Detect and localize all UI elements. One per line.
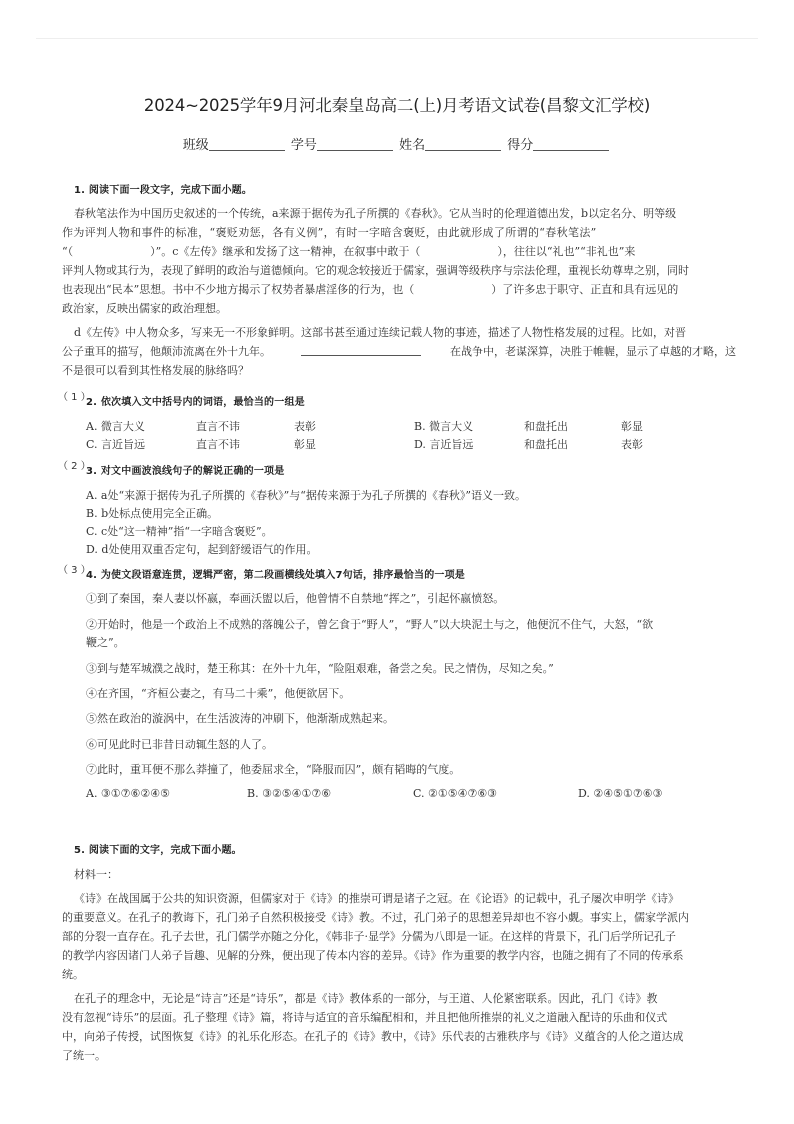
q1-p1-line: “（ ）”。c《左传》继承和发扬了这一精神，在叙事中敢于（ ），往往以“礼也”“非礼也”来 bbox=[62, 245, 636, 258]
option-c[interactable]: C. 言近旨远 bbox=[86, 438, 146, 451]
class-label: 班级 bbox=[182, 138, 209, 153]
q5-p2-line: 了统一。 bbox=[62, 1049, 106, 1062]
q1-p1-line: 春秋笔法作为中国历史叙述的一个传统，a来源于据传为孔子所撰的《春秋》。它从当时的伦理道德出发，b以定名分、明等级 bbox=[74, 207, 677, 220]
sub-question-number: （ 2 ） bbox=[58, 461, 91, 472]
option-cell: 和盘托出 bbox=[524, 420, 568, 433]
name-blank[interactable] bbox=[425, 137, 501, 151]
page-title: 2024~2025学年9月河北秦皇岛高二(上)月考语文试卷(昌黎文汇学校) bbox=[143, 96, 651, 115]
score-blank[interactable] bbox=[533, 137, 609, 151]
option-b[interactable]: B. b处标点使用完全正确。 bbox=[86, 507, 219, 520]
q5-heading: 5. 阅读下面的文字，完成下面小题。 bbox=[74, 845, 242, 856]
q1-p2-line bbox=[62, 343, 736, 359]
score-label: 得分 bbox=[507, 138, 534, 153]
q1-p1-line: 作为评判人物和事件的标准，“褒贬劝惩，各有义例”，有时一字暗含褒贬，由此就形成了所谓的“春秋笔法” bbox=[62, 226, 597, 239]
option-a[interactable]: A. 微言大义 bbox=[86, 420, 145, 433]
option-b[interactable]: B. 微言大义 bbox=[414, 420, 474, 433]
option-cell: 彰显 bbox=[294, 438, 316, 451]
option-cell: 表彰 bbox=[294, 420, 316, 433]
sub-question-number: （ 3 ） bbox=[58, 565, 91, 576]
option-a[interactable]: A. ③①⑦⑥②④⑤ bbox=[86, 787, 170, 800]
q1-p2-line: 不是很可以看到其性格发展的脉络吗？ bbox=[62, 364, 249, 377]
sentence-item: ⑥可见此时已非昔日动辄生怒的人了。 bbox=[86, 738, 273, 751]
sentence-item: ⑦此时，重耳便不那么莽撞了，他委屈求全，“降服而囚”，颇有韬晦的气度。 bbox=[86, 763, 461, 776]
q5-p1-line: 《诗》在战国属于公共的知识资源，但儒家对于《诗》的推崇可谓是诸子之冠。在《论语》的记载中，孔子屡次申明学《诗》 bbox=[74, 892, 679, 905]
option-b[interactable]: B. ③②⑤④①⑦⑥ bbox=[247, 787, 332, 800]
sentence-item: ①到了秦国，秦人妻以怀嬴，奉画沃盥以后，他曾情不自禁地“挥之”，引起怀嬴愤怒。 bbox=[86, 592, 505, 605]
q1-p2-text: 在战争中，老谋深算，决胜于帷幄，显示了卓越的才略，这 bbox=[450, 345, 736, 358]
student-info-row bbox=[0, 134, 794, 153]
class-blank[interactable] bbox=[209, 137, 285, 151]
student-id-blank[interactable] bbox=[317, 137, 393, 151]
q1-heading: 1. 阅读下面一段文字，完成下面小题。 bbox=[74, 185, 253, 196]
q1-p1-line: 政治家，反映出儒家的政治理想。 bbox=[62, 302, 227, 315]
sentence-item: ⑤然在政治的漩涡中，在生活波涛的冲刷下，他渐渐成熟起来。 bbox=[86, 712, 394, 725]
q5-p1-line: 统。 bbox=[62, 968, 84, 981]
q5-p1-line: 的重要意义。在孔子的教诲下，孔门弟子自然积极接受《诗》教。不过，孔门弟子的思想差异却也不容小觑。事实上，儒家学派内 bbox=[62, 911, 689, 924]
option-d[interactable]: D. 言近旨远 bbox=[414, 438, 474, 451]
q1-p1-line: 也表现出“民本”思想。书中不少地方揭示了权势者暴虐淫侈的行为，也（ ）了许多忠于职守、正直和具有远见的 bbox=[62, 283, 679, 296]
option-c[interactable]: C. ②①⑤④⑦⑥③ bbox=[413, 787, 498, 800]
option-cell: 直言不讳 bbox=[196, 420, 240, 433]
q1-p2-text: 公子重耳的描写，他颠沛流离在外十九年。 bbox=[62, 345, 271, 358]
q5-p2-line: 没有忽视“诗乐”的层面。孔子整理《诗》篇，将诗与适宜的音乐编配相和，并且把他所推崇的礼义之道融入配诗的乐曲和仪式 bbox=[62, 1011, 668, 1024]
q5-p1-line: 的教学内容因诸门人弟子旨趣、见解的分殊，便出现了传本内容的差异。《诗》作为重要的教学内容，也随之拥有了不同的传承系 bbox=[62, 949, 684, 962]
sentence-item: ③到与楚军城濮之战时，楚王称其：在外十九年，“险阻艰难，备尝之矣。民之情伪，尽知之矣。” bbox=[86, 662, 554, 675]
q2-heading: 2. 依次填入文中括号内的词语，最恰当的一组是 bbox=[86, 397, 305, 408]
option-cell: 和盘托出 bbox=[524, 438, 568, 451]
student-id-label: 学号 bbox=[290, 138, 317, 153]
material-label: 材料一： bbox=[74, 868, 118, 881]
q1-p1-line: 评判人物或其行为，表现了鲜明的政治与道德倾向。它的观念较接近于儒家，强调等级秩序与宗法伦理，重视长幼尊卑之别，同时 bbox=[62, 264, 689, 277]
q5-p2-line: 在孔子的理念中，无论是“诗言”还是“诗乐”，都是《诗》教体系的一部分，与王道、人伦紧密联系。因此，孔门《诗》教 bbox=[74, 992, 658, 1005]
option-cell: 直言不讳 bbox=[196, 438, 240, 451]
top-divider bbox=[36, 38, 758, 39]
q4-heading: 4. 为使文段语意连贯，逻辑严密，第二段画横线处填入7句话，排序最恰当的一项是 bbox=[86, 570, 465, 581]
option-a[interactable]: A. a处“来源于据传为孔子所撰的《春秋》”与“据传来源于为孔子所撰的《春秋》”语义一致。 bbox=[86, 489, 526, 502]
sentence-item: 鞭之”。 bbox=[86, 636, 125, 649]
q5-p2-line: 中，向弟子传授，试图恢复《诗》的礼乐化形态。在孔子的《诗》教中，《诗》乐代表的古雅秩序与《诗》义蕴含的人伦之道达成 bbox=[62, 1030, 684, 1043]
q1-p2-line: d《左传》中人物众多，写来无一不形象鲜明。这部书甚至通过连续记载人物的事迹，描述了人物性格发展的过程。比如，对晋 bbox=[74, 326, 687, 339]
option-d[interactable]: D. ②④⑤①⑦⑥③ bbox=[578, 787, 663, 800]
sentence-item: ④在齐国，“齐桓公妻之，有马二十乘”，他便欲居下。 bbox=[86, 687, 351, 700]
q3-heading: 3. 对文中画波浪线句子的解说正确的一项是 bbox=[86, 466, 285, 477]
sub-question-number: （ 1 ） bbox=[58, 392, 91, 403]
q5-p1-line: 部的分裂一直存在。孔子去世，孔门儒学亦随之分化，《韩非子·显学》分儒为八即是一证。在这样的背景下，孔门后学所记孔子 bbox=[62, 930, 676, 943]
name-label: 姓名 bbox=[399, 138, 426, 153]
option-d[interactable]: D. d处使用双重否定句，起到舒缓语气的作用。 bbox=[86, 543, 318, 556]
sentence-item: ②开始时，他是一个政治上不成熟的落魄公子，曾乞食于“野人”，“野人”以大块泥土与之，他便沉不住气，大怒，“欲 bbox=[86, 618, 654, 631]
option-cell: 彰显 bbox=[621, 420, 643, 433]
option-cell: 表彰 bbox=[621, 438, 643, 451]
fill-blank-line bbox=[301, 345, 421, 356]
option-c[interactable]: C. c处“这一精神”指“一字暗含褒贬”。 bbox=[86, 525, 273, 538]
